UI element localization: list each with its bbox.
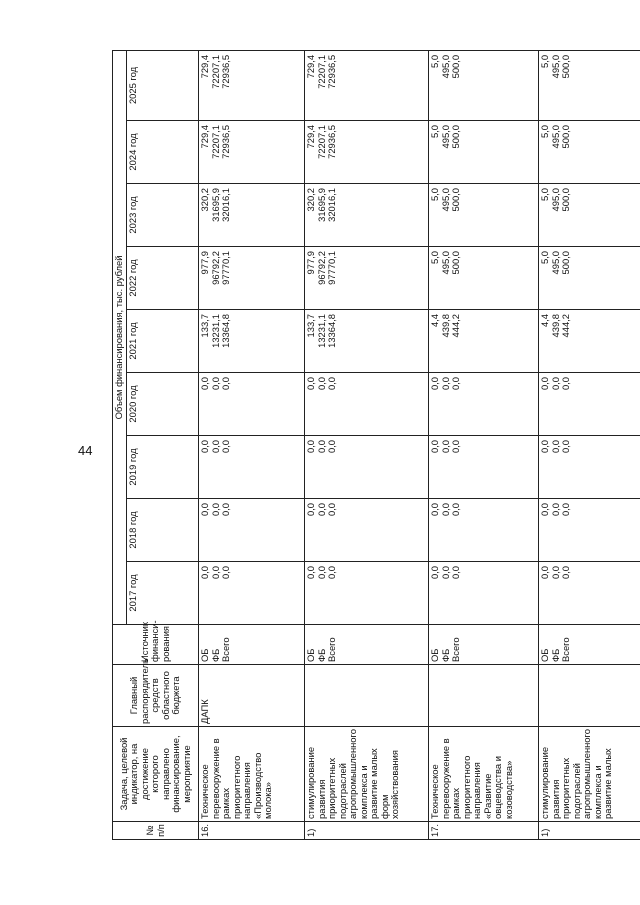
col-header-year: 2019 год: [127, 436, 199, 499]
funding-value: 729,4: [305, 54, 316, 79]
table-row: [429, 50, 539, 839]
funding-value: 0,0: [429, 377, 440, 391]
col-header-manager: Главный распорядитель средств областного бюджета: [113, 665, 199, 727]
funding-value: 5,0: [539, 251, 550, 265]
row-sources: [199, 625, 305, 665]
source-label: ФБ: [315, 648, 327, 662]
row-year-values: [199, 121, 305, 184]
row-year-values: [539, 247, 640, 310]
funding-value: 96792,2: [315, 251, 327, 285]
funding-value: 0,0: [560, 440, 571, 454]
row-year-values: [429, 436, 539, 499]
funding-value: 4,4: [539, 314, 550, 328]
funding-value: 0,0: [539, 566, 550, 580]
row-year-values: [199, 436, 305, 499]
funding-value: 13364,8: [326, 314, 337, 348]
source-label: ОБ: [305, 648, 316, 662]
funding-value: 0,0: [539, 377, 550, 391]
funding-value: 0,0: [220, 503, 231, 517]
row-sources: [429, 625, 539, 665]
source-label: Всего: [220, 637, 231, 662]
funding-value: 495,0: [439, 251, 451, 275]
funding-value: 0,0: [305, 377, 316, 391]
source-label: ОБ: [429, 648, 440, 662]
funding-value: 72207,1: [315, 125, 327, 159]
row-manager: [429, 665, 539, 727]
table-row: [539, 50, 640, 839]
funding-value: 0,0: [209, 503, 221, 517]
funding-value: 500,0: [560, 188, 571, 212]
col-header-source: Источник финанси-рования: [113, 625, 199, 665]
funding-value: 0,0: [305, 566, 316, 580]
row-year-values: [429, 247, 539, 310]
funding-value: 0,0: [209, 566, 221, 580]
funding-value: 0,0: [326, 566, 337, 580]
row-year-values: [305, 50, 429, 120]
funding-value: 0,0: [315, 566, 327, 580]
funding-value: 13231,1: [315, 314, 327, 348]
funding-value: 320,2: [199, 188, 210, 212]
col-header-funding: Объем финансирования, тыс. рублей: [113, 50, 127, 624]
funding-value: 133,7: [305, 314, 316, 338]
funding-value: 495,0: [549, 54, 561, 79]
row-year-values: [305, 373, 429, 436]
funding-value: 0,0: [439, 377, 451, 391]
row-year-values: [199, 562, 305, 625]
row-year-values: [305, 310, 429, 373]
row-year-values: [429, 50, 539, 120]
row-manager: ДАПК: [199, 665, 305, 727]
funding-value: 0,0: [220, 440, 231, 454]
funding-value: 729,4: [199, 54, 210, 79]
source-label: ФБ: [439, 648, 451, 662]
row-name: Техническое перевооружение в рамках приоритетного направления «Развитие овцеводства и козоводства»: [429, 727, 539, 822]
col-header-year: 2023 год: [127, 184, 199, 247]
funding-value: 0,0: [199, 377, 210, 391]
funding-value: 0,0: [429, 566, 440, 580]
funding-value: 0,0: [549, 503, 561, 517]
funding-value: 0,0: [209, 377, 221, 391]
col-header-year: 2024 год: [127, 121, 199, 184]
col-header-no: № п/п: [113, 822, 199, 840]
funding-value: 97770,1: [220, 251, 231, 285]
funding-value: 500,0: [560, 125, 571, 149]
row-year-values: [199, 50, 305, 120]
funding-value: 0,0: [429, 440, 440, 454]
funding-value: 0,0: [315, 377, 327, 391]
funding-value: 0,0: [305, 503, 316, 517]
funding-table: [112, 50, 640, 840]
funding-value: 500,0: [450, 251, 461, 275]
row-year-values: [539, 562, 640, 625]
funding-value: 72936,5: [220, 125, 231, 159]
funding-value: 0,0: [439, 503, 451, 517]
col-header-year: 2018 год: [127, 499, 199, 562]
row-name: стимулирование развития приоритетных подотраслей агропромышленного комплекса и развитие малых форм хозяйствования: [305, 727, 429, 822]
funding-value: 31695,9: [209, 188, 221, 222]
funding-value: 5,0: [429, 188, 440, 202]
funding-value: 0,0: [549, 377, 561, 391]
funding-value: 0,0: [220, 377, 231, 391]
funding-value: 500,0: [450, 188, 461, 212]
row-year-values: [539, 373, 640, 436]
row-year-values: [199, 310, 305, 373]
row-year-values: [429, 184, 539, 247]
row-year-values: [539, 436, 640, 499]
row-year-values: [305, 247, 429, 310]
funding-value: 32016,1: [326, 188, 337, 222]
col-header-year: 2020 год: [127, 373, 199, 436]
row-year-values: [429, 310, 539, 373]
funding-value: 444,2: [560, 314, 571, 338]
row-year-values: [429, 121, 539, 184]
col-header-year: 2017 год: [127, 562, 199, 625]
row-year-values: [199, 373, 305, 436]
source-label: ФБ: [209, 648, 221, 662]
row-year-values: [539, 184, 640, 247]
row-year-values: [539, 121, 640, 184]
funding-value: 500,0: [560, 251, 571, 275]
funding-value: 72207,1: [209, 125, 221, 159]
funding-value: 977,9: [305, 251, 316, 275]
funding-value: 495,0: [549, 251, 561, 275]
funding-value: 0,0: [549, 566, 561, 580]
funding-value: 729,4: [305, 125, 316, 149]
row-year-values: [429, 499, 539, 562]
row-manager: [305, 665, 429, 727]
row-year-values: [305, 436, 429, 499]
row-year-values: [305, 499, 429, 562]
funding-value: 495,0: [439, 125, 451, 149]
row-name: стимулирование развития приоритетных подотраслей агропромышленного комплекса и развитие малых: [539, 727, 640, 822]
funding-value: 72207,1: [315, 54, 327, 89]
funding-value: 729,4: [199, 125, 210, 149]
source-label: ОБ: [199, 648, 210, 662]
funding-value: 495,0: [439, 54, 451, 79]
funding-value: 439,8: [549, 314, 561, 338]
funding-value: 32016,1: [220, 188, 231, 222]
funding-value: 13231,1: [209, 314, 221, 348]
funding-value: 495,0: [549, 125, 561, 149]
funding-value: 0,0: [439, 566, 451, 580]
funding-value: 72936,5: [326, 54, 337, 89]
row-year-values: [539, 310, 640, 373]
page-number: 44: [78, 443, 93, 458]
funding-value: 0,0: [209, 440, 221, 454]
col-header-task: Задача, целевой индикатор, на достижение которого направлено финансирование, мероприятие: [113, 727, 199, 822]
funding-value: 96792,2: [209, 251, 221, 285]
col-header-year: 2021 год: [127, 310, 199, 373]
row-year-values: [199, 247, 305, 310]
table-row: [199, 50, 305, 839]
funding-value: 4,4: [429, 314, 440, 328]
funding-value: 0,0: [199, 566, 210, 580]
row-year-values: [305, 184, 429, 247]
funding-value: 0,0: [315, 440, 327, 454]
funding-value: 5,0: [539, 54, 550, 68]
funding-value: 0,0: [220, 566, 231, 580]
funding-value: 72207,1: [209, 54, 221, 89]
funding-value: 0,0: [560, 503, 571, 517]
funding-value: 97770,1: [326, 251, 337, 285]
funding-value: 0,0: [326, 503, 337, 517]
funding-value: 5,0: [539, 188, 550, 202]
row-year-values: [429, 562, 539, 625]
row-year-values: [199, 184, 305, 247]
funding-value: 977,9: [199, 251, 210, 275]
funding-value: 0,0: [199, 440, 210, 454]
funding-value: 0,0: [560, 377, 571, 391]
funding-value: 0,0: [326, 377, 337, 391]
row-number: 1): [539, 822, 640, 840]
row-year-values: [305, 562, 429, 625]
funding-value: 5,0: [429, 54, 440, 68]
funding-value: 72936,5: [326, 125, 337, 159]
funding-value: 0,0: [450, 566, 461, 580]
col-header-year: 2022 год: [127, 247, 199, 310]
funding-value: 0,0: [450, 440, 461, 454]
funding-value: 0,0: [450, 377, 461, 391]
funding-value: 0,0: [560, 566, 571, 580]
funding-value: 5,0: [429, 125, 440, 139]
funding-value: 0,0: [326, 440, 337, 454]
funding-value: 500,0: [450, 125, 461, 149]
funding-value: 0,0: [305, 440, 316, 454]
funding-value: 495,0: [549, 188, 561, 212]
row-number: 16.: [199, 822, 305, 840]
funding-value: 5,0: [429, 251, 440, 265]
source-label: Всего: [450, 637, 461, 662]
funding-value: 0,0: [199, 503, 210, 517]
funding-value: 0,0: [315, 503, 327, 517]
row-year-values: [539, 499, 640, 562]
funding-value: 320,2: [305, 188, 316, 212]
funding-value: 0,0: [439, 440, 451, 454]
table-row: [305, 50, 429, 839]
row-name: Техническое перевооружение в рамках приоритетного направления «Производство молока»: [199, 727, 305, 822]
funding-value: 5,0: [539, 125, 550, 139]
funding-value: 444,2: [450, 314, 461, 338]
row-manager: [539, 665, 640, 727]
col-header-year: 2025 год: [127, 50, 199, 120]
funding-value: 500,0: [450, 54, 461, 79]
funding-value: 0,0: [429, 503, 440, 517]
funding-value: 31695,9: [315, 188, 327, 222]
funding-value: 0,0: [549, 440, 561, 454]
source-label: Всего: [560, 637, 571, 662]
row-sources: [305, 625, 429, 665]
row-sources: [539, 625, 640, 665]
row-number: 1): [305, 822, 429, 840]
funding-value: 72936,5: [220, 54, 231, 89]
row-number: 17.: [429, 822, 539, 840]
funding-value: 0,0: [539, 503, 550, 517]
funding-value: 133,7: [199, 314, 210, 338]
funding-value: 495,0: [439, 188, 451, 212]
source-label: ФБ: [549, 648, 561, 662]
funding-table-sheet: [112, 50, 613, 840]
funding-value: 0,0: [539, 440, 550, 454]
funding-value: 13364,8: [220, 314, 231, 348]
funding-value: 500,0: [560, 54, 571, 79]
funding-value: 439,8: [439, 314, 451, 338]
row-year-values: [305, 121, 429, 184]
row-year-values: [539, 50, 640, 120]
row-year-values: [199, 499, 305, 562]
row-year-values: [429, 373, 539, 436]
source-label: ОБ: [539, 648, 550, 662]
source-label: Всего: [326, 637, 337, 662]
funding-value: 0,0: [450, 503, 461, 517]
